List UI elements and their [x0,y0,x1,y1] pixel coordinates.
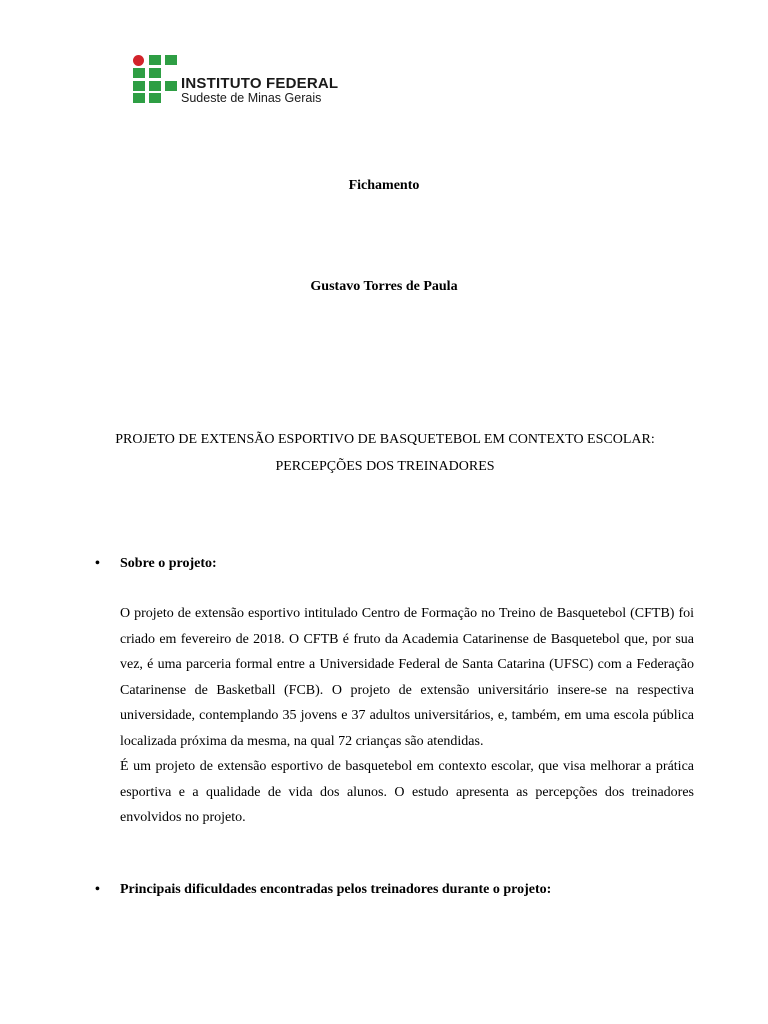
bullet-icon: • [95,882,100,897]
logo-squares-icon [133,55,177,103]
document-heading: Fichamento [348,178,420,193]
section1-heading: Sobre o projeto: [120,556,217,571]
title-line-1: PROJETO DE EXTENSÃO ESPORTIVO DE BASQUETEBOL EM CONTEXTO ESCOLAR: [115,432,655,447]
logo-text [181,76,338,105]
section1-body [120,601,694,831]
section2-heading: Principais dificuldades encontradas pelos treinadores durante o projeto: [120,882,552,897]
title-line-2: PERCEPÇÕES DOS TREINADORES [275,459,495,474]
document-author: Gustavo Torres de Paula [310,279,458,294]
bullet-icon: • [95,556,100,571]
logo-institution: INSTITUTO FEDERAL [181,75,339,92]
section1-paragraph1: O projeto de extensão esportivo intitulado Centro de Formação no Treino de Basquetebol (CFTB) foi criado em fevereiro de 2018. O CFTB é fruto da Academia Catarinense de Basquetebol que, por sua vez, é uma parceria formal entre a Universidade Federal de Santa Catarina (UFSC) com a Federação Catarinense de Basketball (FCB). O projeto de extensão universitário insere-se na respectiva universidade, contemplando 35 jovens e 37 adultos universitários, e, também, em uma escola pública localizada próxima da mesma, na qual 72 crianças são atendidas. [120,606,694,749]
section1-paragraph2: É um projeto de extensão esportivo de basquetebol em contexto escolar, que visa melhorar a prática esportiva e a qualidade de vida dos alunos. O estudo apresenta as percepções dos treinadores envolvidos no projeto. [120,759,694,825]
document-title [80,426,690,480]
logo-red-circle [133,55,144,66]
logo-campus: Sudeste de Minas Gerais [181,91,322,105]
